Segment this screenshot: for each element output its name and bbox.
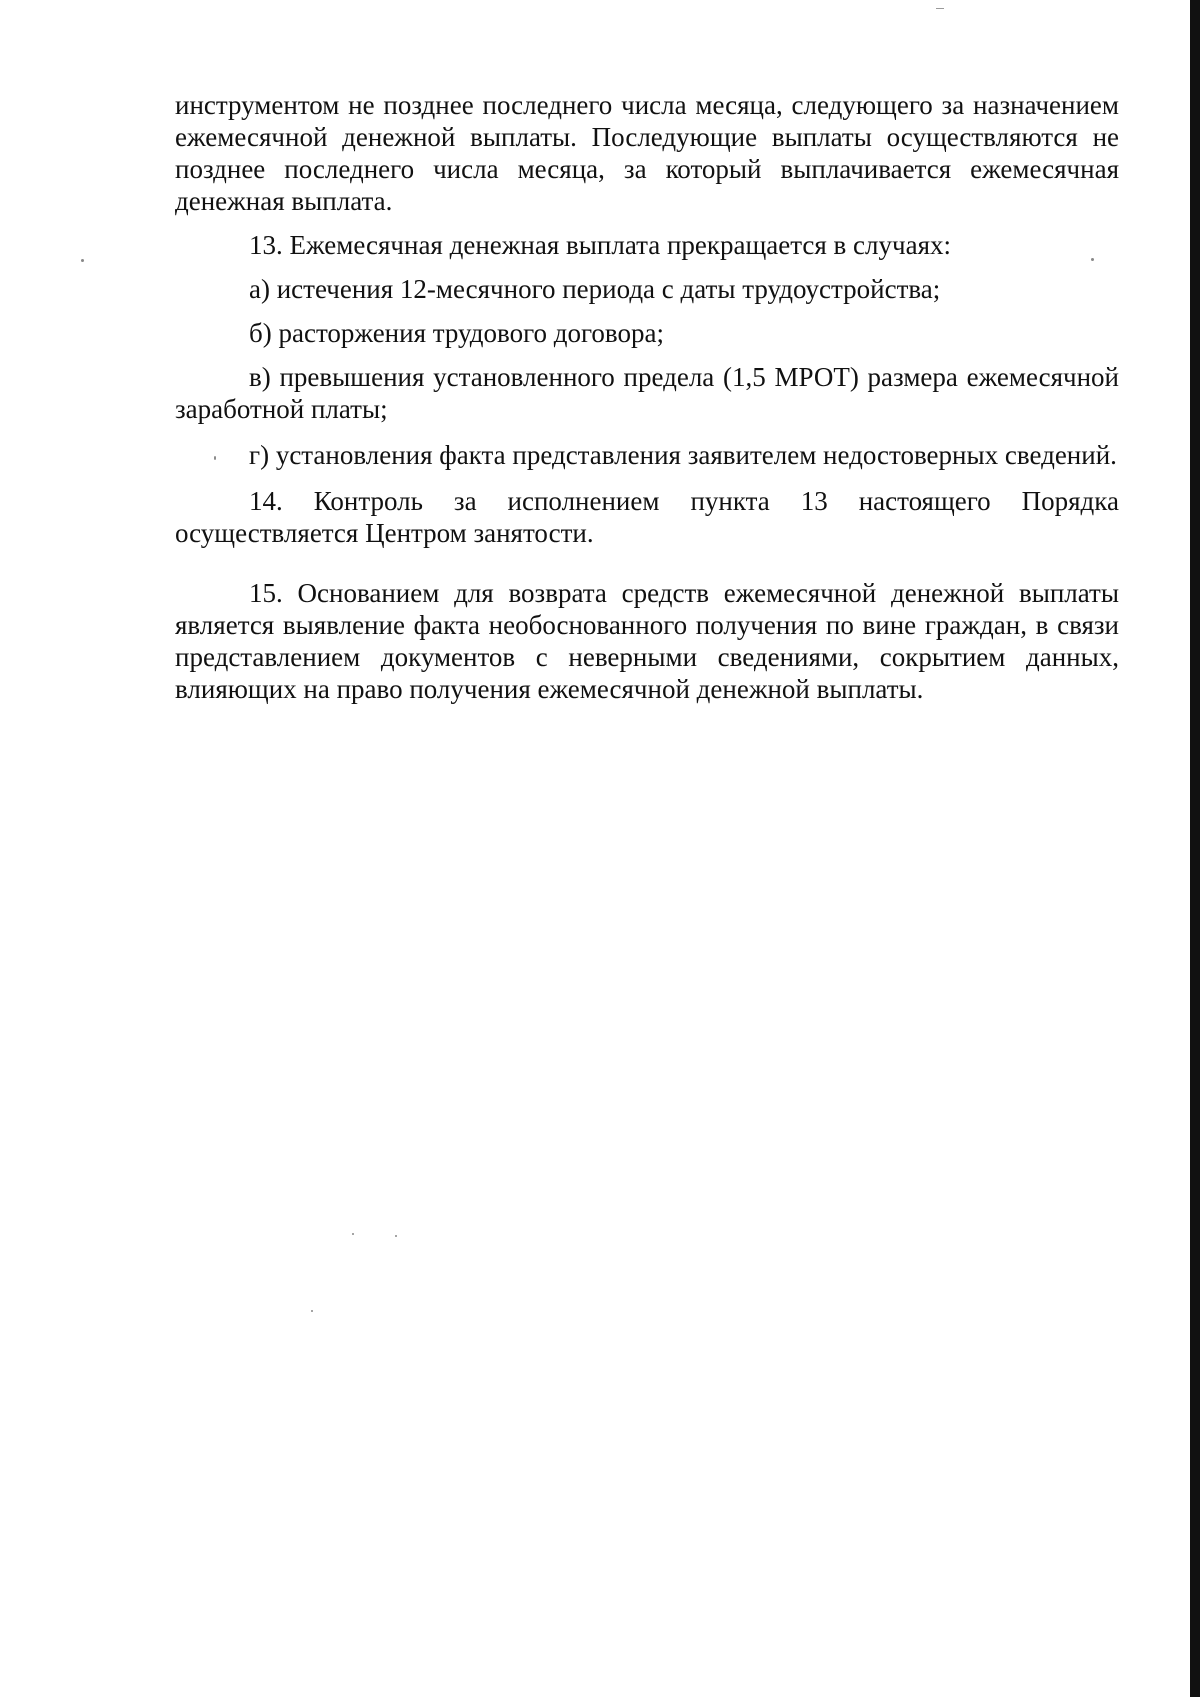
paragraph-15: 15. Основанием для возврата средств ежемесячной денежной выплаты является выявление факта необоснованного получения по вине граждан, в связи представлением документов с неверными сведениями, сокрытием данных, влияющих на право получения ежемесячной денежной выплаты. [175,578,1119,704]
paragraph-13-a: а) истечения 12-месячного периода с даты трудоустройства; [249,274,941,304]
paragraph-14: 14. Контроль за исполнением пункта 13 настоящего Порядка осуществляется Центром занятости. [175,486,1119,548]
paragraph-13-g: г) установления факта представления заявителем недостоверных сведений. [249,440,1117,470]
document-body [175,89,1119,705]
scan-speck [311,1310,313,1312]
paragraph-13: 13. Ежемесячная денежная выплата прекращается в случаях: [249,230,951,260]
paragraph-13-v: в) превышения установленного предела (1,5 МРОТ) размера ежемесячной заработной платы; [175,362,1119,424]
paragraph-13-b: б) расторжения трудового договора; [249,318,664,348]
scan-speck [352,1233,354,1235]
scan-speck [81,259,84,262]
scan-speck [395,1235,397,1237]
paragraph-payment-terms: инструментом не позднее последнего числа месяца, следующего за назначением ежемесячной денежной выплаты. Последующие выплаты осуществляются не позднее последнего числа месяца, за который выплачивается ежемесячная денежная выплата. [175,90,1119,216]
scan-edge [1190,0,1200,1697]
scan-mark [936,8,944,9]
